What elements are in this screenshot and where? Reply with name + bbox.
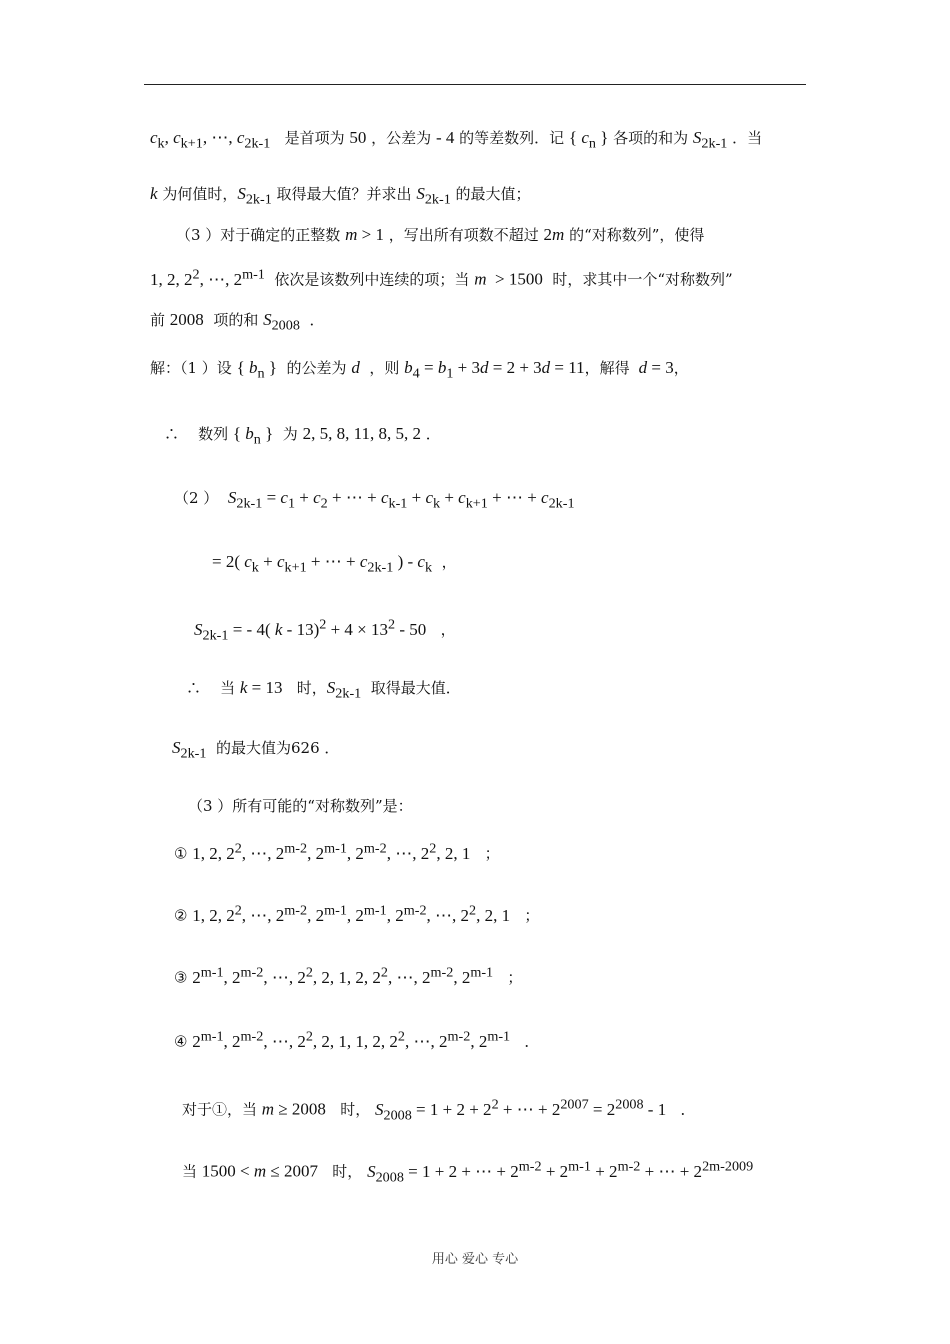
solution-part2-b: = 2( $c_k + c_{k+1}$ + ⋯ + $c_{2k-1}$ ) - $c_k$ ， — [212, 552, 457, 576]
problem-line-4: 1, 2, $2^2$, ⋯, 2$^{m-1}$ 依次是该数列中连续的项；当 m > 1500 时，求其中一个“对称数列” — [150, 266, 733, 289]
problem-line-2: k 为何值时，$S_{2k-1}$ 取得最大值？并求出 $S_{2k-1}$ 的最大值； — [150, 184, 531, 208]
solution-part1-result: ∴ 数列 { $b_n$ } 为 2, 5, 8, 11, 8, 5, 2 ． — [164, 424, 441, 448]
solution-part2-d: ∴ 当 k = 13 时，$S_{2k-1}$ 取得最大值． — [186, 678, 461, 702]
sequence-1: ① 1, 2, $2^2$, ⋯, 2$^{m-2}$, 2$^{m-1}$, 2$^{m-2}$, ⋯, $2^2$, 2, 1 ； — [174, 840, 500, 863]
solution-part2-c: $S_{2k-1}$ = - 4( $k - 13)^2 + 4 \times 13^2 - 50$ ， — [194, 616, 456, 644]
solution-part2-e: $S_{2k-1}$ 的最大值为626 ． — [172, 738, 340, 762]
problem-line-3: （3 ）对于确定的正整数 m > 1 ，写出所有项数不超过 2m 的“对称数列”，使得 — [176, 225, 705, 244]
sequence-2: ② 1, 2, $2^2$, ⋯, 2$^{m-2}$, 2$^{m-1}$, 2$^{m-1}$, 2$^{m-2}$, ⋯, $2^2$, 2, 1 ； — [174, 902, 540, 925]
sequence-3: ③ 2$^{m-1}$, 2$^{m-2}$, ⋯, $2^2$, 2, 1, 2, $2^2$, ⋯, 2$^{m-2}$, 2$^{m-1}$ ； — [174, 964, 523, 987]
sequence-4: ④ 2$^{m-1}$, 2$^{m-2}$, ⋯, $2^2$, 2, 1, 1, 2, $2^2$, ⋯, 2$^{m-2}$, 2$^{m-1}$ ． — [174, 1028, 540, 1051]
header-rule — [144, 84, 806, 85]
solution-part1: 解：（1 ）设 { $b_n$ } 的公差为 d ，则 $b_4 = b_1 + 3d = 2 + 3d = 11$，解得 d = 3， — [150, 358, 689, 382]
solution-case-1: 对于①，当 m ≥ 2008 时， $S_{2008} = 1 + 2 + 2^2$ + ⋯ + $2^{2007} = 2^{2008} - 1$ ． — [182, 1096, 696, 1124]
page-footer: 用心 爱心 专心 — [431, 1252, 519, 1267]
solution-case-2: 当 1500 < m ≤ 2007 时， $S_{2008} = 1 + 2$ + ⋯ + $2^{m-2} + 2^{m-1} + 2^{m-2}$ + ⋯ + $2^{2m-2009}$ — [182, 1158, 754, 1186]
solution-part2-a: （2 ） $S_{2k-1} = c_1 + c_2$ + ⋯ + $c_{k-1} + c_k + c_{k+1}$ + ⋯ + $c_{2k-1}$ — [174, 488, 575, 512]
problem-line-5: 前 2008 项的和 $S_{2008}$ ． — [150, 310, 325, 334]
problem-line-1: $c_k$, $c_{k+1}$, ⋯, $c_{2k-1}$ 是首项为 50 ，公差为 - 4 的等差数列．记 { $c_n$ } 各项的和为 $S_{2k-1}$ ．当 — [150, 128, 763, 152]
solution-part3-intro: （3 ）所有可能的“对称数列”是： — [188, 797, 413, 815]
